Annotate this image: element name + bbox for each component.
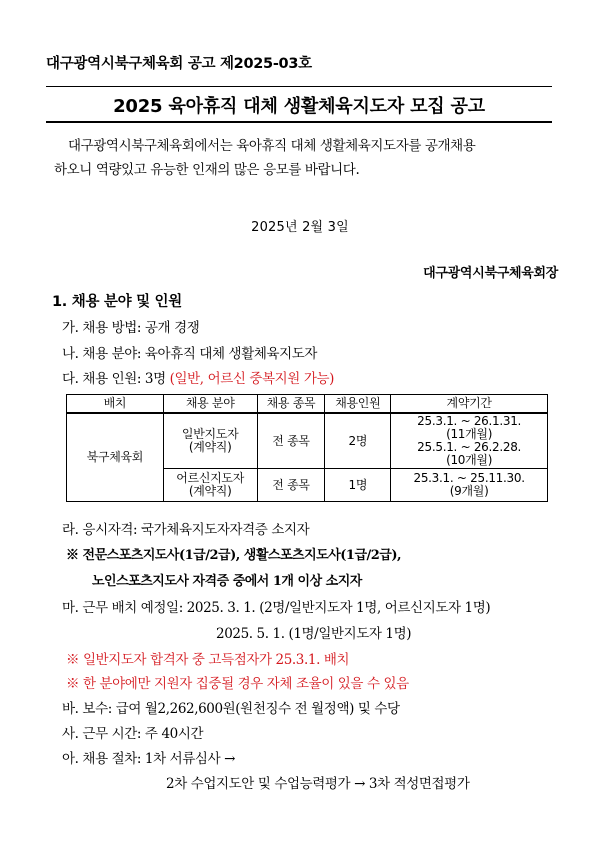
table-header: 채용 분야 (163, 395, 257, 414)
recruit-table (66, 394, 548, 502)
sport-cell: 전 종목 (257, 469, 325, 502)
table-header: 배치 (67, 395, 164, 414)
placement-date-line-1: 마. 근무 배치 예정일: 2025. 3. 1. (2명/일반지도자 1명, 어르신지도자 1명) (62, 600, 491, 616)
sport-cell: 전 종목 (257, 413, 325, 469)
period-range: 25.3.1. ~ 25.11.30. (413, 471, 525, 485)
recruit-method: 가. 채용 방법: 공개 경쟁 (62, 320, 200, 336)
count-cell: 2명 (325, 413, 391, 469)
procedure-line-1: 아. 채용 절차: 1차 서류심사 → (62, 751, 236, 767)
period-months: (10개월) (446, 453, 493, 467)
pay-line: 바. 보수: 급여 월2,262,600원(원천징수 전 월정액) 및 수당 (62, 701, 400, 717)
recruit-count-note: (일반, 어르신 중복지원 가능) (169, 371, 334, 387)
notice-number: 대구광역시북구체육회 공고 제2025-03호 (46, 56, 312, 72)
title-rule-bottom (46, 121, 552, 123)
table-header: 채용인원 (325, 395, 391, 414)
period-months: (11개월) (446, 427, 493, 441)
period-range: 25.5.1. ~ 26.2.28. (417, 440, 522, 454)
qualification-line: 라. 응시자격: 국가체육지도자자격증 소지자 (62, 522, 310, 538)
qualification-note-2: 노인스포츠지도사 자격증 중에서 1개 이상 소지자 (92, 574, 362, 589)
intro-line-1: 대구광역시북구체육회에서는 육아휴직 대체 생활체육지도자를 공개채용 (68, 138, 476, 154)
recruit-field: 나. 채용 분야: 육아휴직 대체 생활체육지도자 (62, 346, 318, 362)
period-cell (391, 469, 548, 502)
table-header: 계약기간 (391, 395, 548, 414)
period-range: 25.3.1. ~ 26.1.31. (417, 414, 522, 428)
field-cell (163, 413, 257, 469)
placement-red-note-1: ※ 일반지도자 합격자 중 고득점자가 25.3.1. 배치 (66, 652, 350, 668)
table-header: 채용 종목 (257, 395, 325, 414)
issuer-name: 대구광역시북구체육회장 (423, 266, 558, 281)
field-cell (163, 469, 257, 502)
table-header-row (67, 395, 548, 414)
placement-date-line-2: 2025. 5. 1. (1명/일반지도자 1명) (216, 626, 412, 642)
intro-line-2: 하오니 역량있고 유능한 인재의 많은 응모를 바랍니다. (54, 162, 360, 178)
intro-paragraph (54, 134, 554, 182)
table-row (67, 413, 548, 469)
notice-date: 2025년 2월 3일 (251, 220, 349, 235)
recruit-count-text: 다. 채용 인원: 3명 (62, 371, 170, 387)
recruit-count (62, 367, 334, 387)
placement-cell: 북구체육회 (67, 413, 164, 502)
placement-red-note-2: ※ 한 분야에만 지원자 집중될 경우 자체 조율이 있을 수 있음 (66, 676, 409, 692)
field-type: (계약직) (188, 440, 232, 454)
hours-line: 사. 근무 시간: 주 40시간 (62, 726, 204, 742)
count-cell: 1명 (325, 469, 391, 502)
period-cell (391, 413, 548, 469)
period-months: (9개월) (449, 484, 489, 498)
field-type: (계약직) (188, 484, 232, 498)
field-name: 어르신지도자 (176, 471, 245, 485)
qualification-note-1: ※ 전문스포츠지도사(1급/2급), 생활스포츠지도사(1급/2급), (66, 548, 402, 563)
procedure-line-2: 2차 수업지도안 및 수업능력평가 → 3차 적성면접평가 (166, 776, 470, 792)
field-name: 일반지도자 (181, 427, 239, 441)
page-title: 2025 육아휴직 대체 생활체육지도자 모집 공고 (113, 96, 485, 117)
section-heading: 1. 채용 분야 및 인원 (52, 294, 182, 310)
title-rule-top (46, 86, 552, 87)
